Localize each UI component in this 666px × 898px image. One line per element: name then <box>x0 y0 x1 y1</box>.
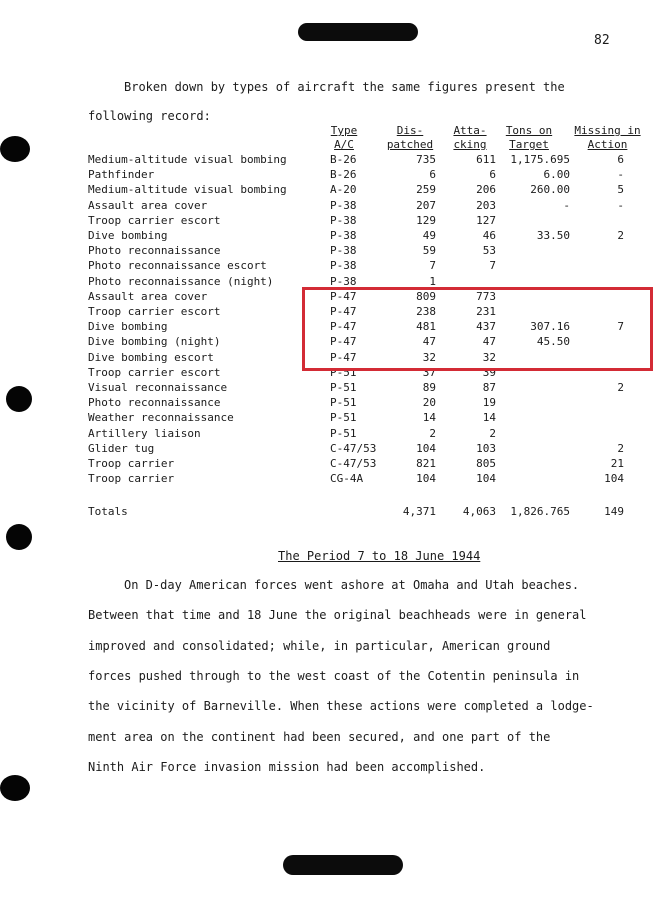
header-type <box>324 124 364 152</box>
aircraft-type: C-47/53 <box>330 441 377 455</box>
header-tons-line-2: Target <box>509 138 549 151</box>
aircraft-type: B-26 <box>330 153 357 166</box>
tons-on-target: 6.00 <box>543 168 570 182</box>
header-dispatched-line-1: Dis- <box>396 124 424 137</box>
attacking-count: 53 <box>482 244 496 258</box>
paragraph-line: improved and consolidated; while, in particular, American ground <box>88 638 551 653</box>
aircraft-type: C-47/53 <box>330 457 377 470</box>
dispatched-count: 20 <box>422 396 436 410</box>
header-attacking-line-2: cking <box>453 138 487 151</box>
dispatched-count: 37 <box>422 365 436 379</box>
attacking-count: 203 <box>476 198 496 212</box>
attacking-count: 46 <box>482 229 496 242</box>
mission-name: Troop carrier <box>88 457 175 470</box>
dispatched-count: 238 <box>416 305 436 318</box>
attacking-count: 6 <box>489 168 496 182</box>
table-row <box>0 259 666 274</box>
header-type-line-1: Type <box>330 124 358 137</box>
attacking-count: 47 <box>482 335 496 349</box>
aircraft-type: P-47 <box>330 289 357 303</box>
missing-in-action: 7 <box>617 320 624 334</box>
mission-name: Troop carrier escort <box>88 305 221 318</box>
mission-name: Photo reconnaissance escort <box>88 259 267 273</box>
intro-line-1: Broken down by types of aircraft the same figures present the <box>124 80 565 94</box>
dispatched-count: 47 <box>422 335 436 349</box>
paragraph-line: ment area on the continent had been secured, and one part of the <box>88 729 551 744</box>
dispatched-count: 7 <box>429 259 436 273</box>
aircraft-type: P-38 <box>330 229 357 242</box>
missing-in-action: - <box>617 168 624 182</box>
aircraft-type: B-26 <box>330 168 357 182</box>
attacking-count: 14 <box>482 411 496 425</box>
table-row <box>0 183 666 198</box>
missing-in-action: - <box>617 198 624 212</box>
paragraph-line: Between that time and 18 June the original beachheads were in general <box>88 608 587 623</box>
header-missing <box>565 124 650 152</box>
missing-in-action: 2 <box>617 229 624 242</box>
tons-on-target: 260.00 <box>530 183 570 197</box>
redaction-top <box>298 23 418 41</box>
mission-name: Assault area cover <box>88 289 208 303</box>
table-row <box>0 199 666 214</box>
table-row <box>0 381 666 396</box>
mission-name: Weather reconnaissance <box>88 411 234 425</box>
table-row <box>0 396 666 411</box>
mission-name: Troop carrier escort <box>88 213 221 227</box>
aircraft-type: CG-4A <box>330 472 364 486</box>
tons-on-target: 45.50 <box>536 335 570 349</box>
attacking-count: 805 <box>476 457 496 470</box>
missing-in-action: 2 <box>617 441 624 455</box>
dispatched-count: 259 <box>416 183 436 197</box>
table-row <box>0 411 666 426</box>
mission-name: Dive bombing escort <box>88 350 214 364</box>
aircraft-type: P-51 <box>330 396 357 410</box>
header-attacking-line-1: Atta- <box>453 124 487 137</box>
missing-in-action: 104 <box>604 472 624 486</box>
aircraft-type: P-47 <box>330 350 357 364</box>
intro-line-2: following record: <box>88 109 211 123</box>
header-missing-line-2: Action <box>587 138 628 151</box>
mission-name: Photo reconnaissance (night) <box>88 274 274 288</box>
tons-on-target: 1,175.695 <box>510 153 570 166</box>
dispatched-count: 6 <box>429 168 436 182</box>
paragraph-line: On D-day American forces went ashore at Omaha and Utah beaches. <box>124 578 580 592</box>
header-tons <box>498 124 560 152</box>
attacking-count: 103 <box>476 441 496 455</box>
header-attacking <box>445 124 495 152</box>
tons-on-target: 33.50 <box>536 229 570 242</box>
attacking-count: 231 <box>476 305 496 318</box>
aircraft-type: P-51 <box>330 365 357 379</box>
dispatched-count: 809 <box>416 289 436 303</box>
mission-name: Dive bombing <box>88 320 168 334</box>
aircraft-type: P-38 <box>330 259 357 273</box>
aircraft-type: P-47 <box>330 305 357 318</box>
table-row <box>0 153 666 168</box>
dispatched-count: 207 <box>416 198 436 212</box>
tons-on-target: 307.16 <box>530 320 570 334</box>
mission-name: Dive bombing <box>88 229 168 242</box>
aircraft-type: A-20 <box>330 183 357 197</box>
mission-name: Medium-altitude visual bombing <box>88 183 287 197</box>
totals-dispatched: 4,371 <box>402 505 436 518</box>
missing-in-action: 5 <box>617 183 624 197</box>
attacking-count: 437 <box>476 320 496 334</box>
aircraft-type: P-47 <box>330 335 357 349</box>
header-dispatched-line-2: patched <box>386 138 434 151</box>
table-row <box>0 472 666 487</box>
missing-in-action: 2 <box>617 381 624 394</box>
aircraft-type: P-51 <box>330 411 357 425</box>
mission-name: Troop carrier escort <box>88 365 221 379</box>
aircraft-type: P-47 <box>330 320 357 334</box>
mission-name: Glider tug <box>88 441 155 455</box>
section-heading: The Period 7 to 18 June 1944 <box>278 549 481 563</box>
missing-in-action: 21 <box>610 457 624 470</box>
dispatched-count: 821 <box>416 457 436 470</box>
tons-on-target: - <box>563 198 570 212</box>
binder-hole-3 <box>6 524 32 550</box>
paragraph-line: forces pushed through to the west coast of the Cotentin peninsula in <box>88 668 580 683</box>
mission-name: Photo reconnaissance <box>88 396 221 410</box>
totals-row <box>0 505 666 520</box>
attacking-count: 7 <box>489 259 496 273</box>
dispatched-count: 14 <box>422 411 436 425</box>
mission-name: Assault area cover <box>88 198 208 212</box>
table-row <box>0 457 666 472</box>
mission-name: Visual reconnaissance <box>88 381 228 394</box>
aircraft-type: P-38 <box>330 198 357 212</box>
highlight-box <box>302 287 653 371</box>
redaction-bottom <box>283 855 403 875</box>
mission-name: Artillery liaison <box>88 426 201 440</box>
table-row <box>0 442 666 457</box>
attacking-count: 32 <box>482 350 496 364</box>
header-dispatched <box>380 124 440 152</box>
dispatched-count: 129 <box>416 213 436 227</box>
mission-name: Medium-altitude visual bombing <box>88 153 287 166</box>
dispatched-count: 49 <box>422 229 436 242</box>
dispatched-count: 104 <box>416 472 436 486</box>
header-missing-line-1: Missing in <box>574 124 641 137</box>
table-row <box>0 229 666 244</box>
header-type-line-2: A/C <box>334 138 354 151</box>
table-row <box>0 168 666 183</box>
attacking-count: 104 <box>476 472 496 486</box>
dispatched-count: 89 <box>422 381 436 394</box>
attacking-count: 87 <box>482 381 496 394</box>
table-row <box>0 214 666 229</box>
mission-name: Pathfinder <box>88 168 155 182</box>
paragraph-line: the vicinity of Barneville. When these actions were completed a lodge- <box>88 699 594 714</box>
attacking-count: 2 <box>489 426 496 440</box>
dispatched-count: 735 <box>416 153 436 166</box>
table-row <box>0 244 666 259</box>
totals-tons: 1,826.765 <box>510 505 570 518</box>
attacking-count: 127 <box>476 213 496 227</box>
totals-missing: 149 <box>604 505 624 518</box>
mission-name: Dive bombing (night) <box>88 335 221 349</box>
aircraft-type: P-38 <box>330 274 357 288</box>
dispatched-count: 2 <box>429 426 436 440</box>
dispatched-count: 104 <box>416 441 436 455</box>
attacking-count: 19 <box>482 396 496 410</box>
aircraft-type: P-38 <box>330 244 357 258</box>
mission-name: Photo reconnaissance <box>88 244 221 258</box>
dispatched-count: 481 <box>416 320 436 334</box>
dispatched-count: 59 <box>422 244 436 258</box>
paragraph-line: Ninth Air Force invasion mission had been accomplished. <box>88 759 486 774</box>
page-number: 82 <box>594 33 610 48</box>
aircraft-type: P-51 <box>330 426 357 440</box>
missing-in-action: 6 <box>617 153 624 166</box>
attacking-count: 773 <box>476 289 496 303</box>
aircraft-type: P-51 <box>330 381 357 394</box>
aircraft-type: P-38 <box>330 213 357 227</box>
binder-hole-4 <box>0 775 30 801</box>
mission-name: Troop carrier <box>88 472 175 486</box>
attacking-count: 611 <box>476 153 496 166</box>
attacking-count: 39 <box>482 365 496 379</box>
attacking-count: 206 <box>476 183 496 197</box>
totals-attacking: 4,063 <box>462 505 496 518</box>
header-tons-line-1: Tons on <box>505 124 553 137</box>
dispatched-count: 1 <box>429 274 436 288</box>
table-row <box>0 427 666 442</box>
dispatched-count: 32 <box>422 350 436 364</box>
totals-label: Totals <box>88 505 128 518</box>
